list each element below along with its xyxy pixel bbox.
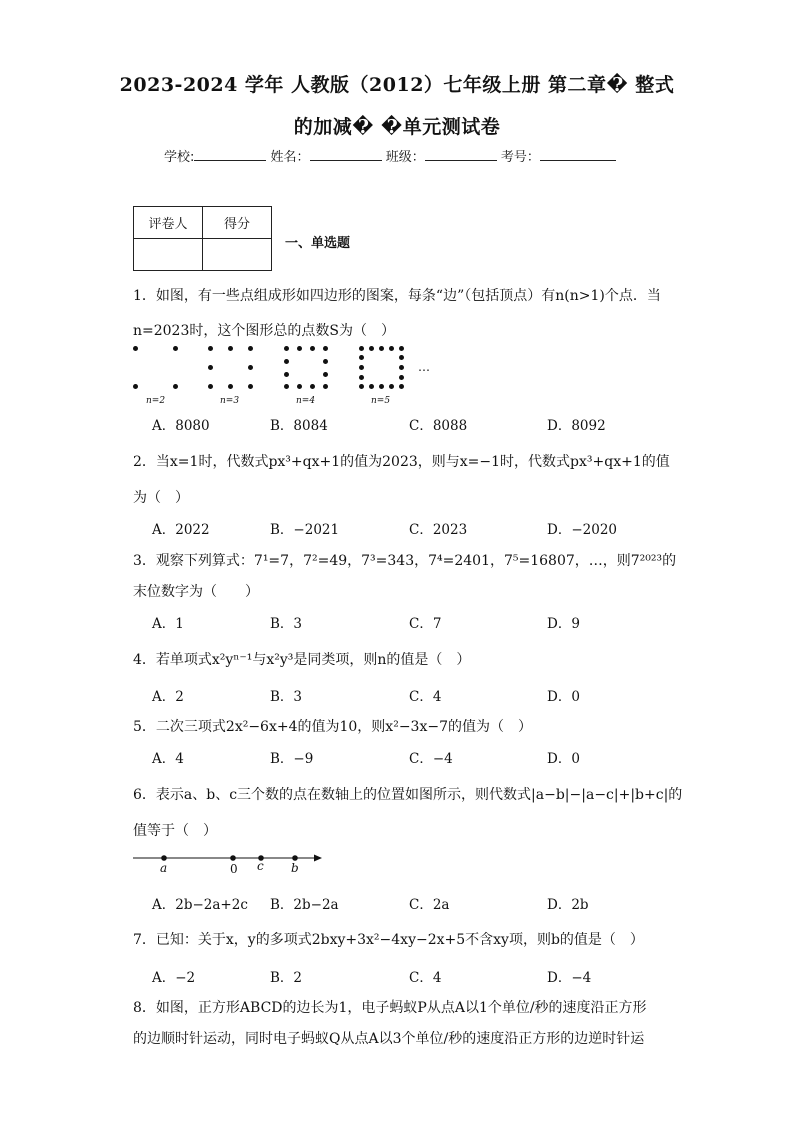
q3-text-1: 3．观察下列算式：7¹=7，7²=49，7³=343，7⁴=2401，7⁵=16807，…，则7²⁰²³的 bbox=[133, 553, 677, 569]
label-n2: n=2 bbox=[146, 396, 166, 406]
label-n4: n=4 bbox=[296, 396, 316, 406]
class-blank bbox=[425, 148, 497, 161]
q1-text-2: n=2023时，这个图形总的点数S为（ ） bbox=[133, 323, 395, 339]
q3-option-a[interactable]: A．1 bbox=[152, 616, 184, 632]
q6-option-c[interactable]: C．2a bbox=[409, 897, 450, 913]
figure-ellipsis: … bbox=[418, 360, 430, 374]
score-header: 得分 bbox=[203, 207, 272, 239]
section-heading: 一、单选题 bbox=[285, 236, 351, 251]
number-blank bbox=[540, 148, 616, 161]
q2-option-b[interactable]: B．−2021 bbox=[270, 522, 340, 538]
q2-text-2: 为（ ） bbox=[133, 490, 189, 506]
q2-option-c[interactable]: C．2023 bbox=[409, 522, 468, 538]
point-b bbox=[292, 855, 298, 861]
q7-option-b[interactable]: B．2 bbox=[270, 970, 303, 986]
school-blank bbox=[194, 148, 266, 161]
doc-title-line1: 2023-2024 学年 人教版（2012）七年级上册 第二章� 整式 bbox=[119, 74, 675, 96]
label-n5: n=5 bbox=[371, 396, 391, 406]
label-n3: n=3 bbox=[220, 396, 240, 406]
q1-text-1: 1．如图，有一些点组成形如四边形的图案，每条“边”（包括顶点）有n(n>1)个点．当 bbox=[133, 288, 661, 304]
q6-option-d[interactable]: D．2b bbox=[547, 897, 589, 913]
q3-option-c[interactable]: C．7 bbox=[409, 616, 442, 632]
q1-option-b[interactable]: B．8084 bbox=[270, 418, 328, 434]
q2-text-1: 2．当x=1时，代数式px³+qx+1的值为2023，则与x=−1时，代数式px³+qx+1的值 bbox=[133, 454, 670, 470]
q4-option-a[interactable]: A．2 bbox=[152, 689, 184, 705]
point-zero bbox=[230, 855, 236, 861]
q5-text-1: 5．二次三项式2x²−6x+4的值为10，则x²−3x−7的值为（ ） bbox=[133, 719, 532, 735]
q6-option-a[interactable]: A．2b−2a+2c bbox=[152, 897, 248, 913]
q5-option-a[interactable]: A．4 bbox=[152, 751, 184, 767]
q7-text-1: 7．已知：关于x，y的多项式2bxy+3x²−4xy−2x+5不含xy项，则b的值是（ ） bbox=[133, 932, 644, 948]
q6-text-2: 值等于（ ） bbox=[133, 823, 217, 839]
q4-option-c[interactable]: C．4 bbox=[409, 689, 442, 705]
q5-option-c[interactable]: C．−4 bbox=[409, 751, 453, 767]
point-a bbox=[161, 855, 167, 861]
q7-option-d[interactable]: D．−4 bbox=[547, 970, 592, 986]
q8-text-1: 8．如图，正方形ABCD的边长为1，电子蚂蚁P从点A以1个单位/秒的速度沿正方形 bbox=[133, 1000, 647, 1016]
score-table bbox=[133, 206, 272, 271]
class-label: 班级： bbox=[385, 150, 425, 165]
name-blank bbox=[310, 148, 382, 161]
axis-label-b: b bbox=[291, 861, 299, 875]
q7-option-a[interactable]: A．−2 bbox=[152, 970, 196, 986]
q6-option-b[interactable]: B．2b−2a bbox=[270, 897, 339, 913]
doc-title-line2: 的加减� �单元测试卷 bbox=[293, 116, 501, 138]
school-label: 学校: bbox=[164, 150, 195, 165]
q7-option-c[interactable]: C．4 bbox=[409, 970, 442, 986]
grader-cell bbox=[134, 239, 203, 271]
axis-label-a: a bbox=[160, 861, 168, 875]
q3-option-d[interactable]: D．9 bbox=[547, 616, 580, 632]
q5-option-d[interactable]: D．0 bbox=[547, 751, 580, 767]
q4-option-b[interactable]: B．3 bbox=[270, 689, 303, 705]
q8-text-2: 的边顺时针运动，同时电子蚂蚁Q从点A以3个单位/秒的速度沿正方形的边逆时针运 bbox=[133, 1031, 645, 1047]
axis-label-zero: 0 bbox=[230, 862, 238, 876]
name-label: 姓名： bbox=[270, 150, 310, 165]
q4-text-1: 4．若单项式x²yⁿ⁻¹与x²y³是同类项，则n的值是（ ） bbox=[133, 652, 471, 668]
q3-option-b[interactable]: B．3 bbox=[270, 616, 303, 632]
number-label: 考号： bbox=[500, 150, 540, 165]
q3-text-2: 末位数字为（ ） bbox=[133, 584, 259, 600]
q6-text-1: 6．表示a、b、c三个数的点在数轴上的位置如图所示，则代数式|a−b|−|a−c|+|b+c|的 bbox=[133, 787, 683, 803]
q1-option-d[interactable]: D．8092 bbox=[547, 418, 606, 434]
q4-option-d[interactable]: D．0 bbox=[547, 689, 580, 705]
q2-option-d[interactable]: D．−2020 bbox=[547, 522, 617, 538]
q2-option-a[interactable]: A．2022 bbox=[152, 522, 210, 538]
q1-option-c[interactable]: C．8088 bbox=[409, 418, 468, 434]
axis-label-c: c bbox=[257, 859, 264, 873]
q1-option-a[interactable]: A．8080 bbox=[152, 418, 210, 434]
info-line bbox=[164, 146, 616, 165]
q5-option-b[interactable]: B．−9 bbox=[270, 751, 314, 767]
score-cell bbox=[203, 239, 272, 271]
axis-arrow bbox=[314, 855, 322, 862]
grader-header: 评卷人 bbox=[134, 207, 203, 239]
